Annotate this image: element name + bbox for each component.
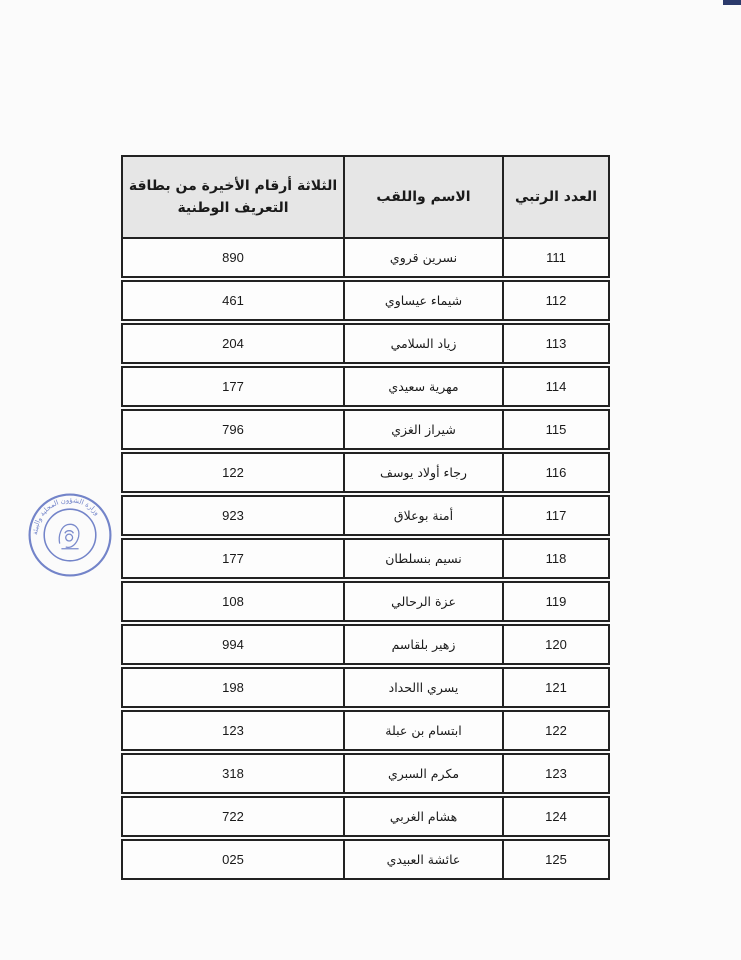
table-row [122, 711, 609, 750]
serial-cell: 112 [503, 281, 609, 320]
id-digits-cell: 108 [122, 582, 344, 621]
name-cell: هشام الغربي [344, 797, 503, 836]
id-digits-cell: 198 [122, 668, 344, 707]
table-row [122, 668, 609, 707]
serial-cell: 125 [503, 840, 609, 879]
serial-cell: 118 [503, 539, 609, 578]
name-cell: ابتسام بن عبلة [344, 711, 503, 750]
serial-cell: 119 [503, 582, 609, 621]
id-digits-cell: 890 [122, 238, 344, 277]
id-digits-cell: 177 [122, 539, 344, 578]
name-cell: نسيم بنسلطان [344, 539, 503, 578]
official-seal-icon [27, 492, 113, 578]
name-cell: زياد السلامي [344, 324, 503, 363]
serial-cell: 117 [503, 496, 609, 535]
svg-text:وزارة الشؤون المحلية والبيئة [31, 496, 101, 535]
name-cell: يسري االحداد [344, 668, 503, 707]
table-row [122, 582, 609, 621]
serial-cell: 123 [503, 754, 609, 793]
serial-cell: 111 [503, 238, 609, 277]
serial-cell: 113 [503, 324, 609, 363]
id-digits-cell: 204 [122, 324, 344, 363]
serial-cell: 121 [503, 668, 609, 707]
name-cell: شيماء عيساوي [344, 281, 503, 320]
table-row [122, 281, 609, 320]
candidates-table-container [121, 155, 608, 880]
name-cell: عائشة العبيدي [344, 840, 503, 879]
serial-cell: 124 [503, 797, 609, 836]
name-cell: مكرم السبري [344, 754, 503, 793]
table-row [122, 840, 609, 879]
id-digits-cell: 923 [122, 496, 344, 535]
id-digits-cell: 722 [122, 797, 344, 836]
candidates-table [121, 155, 610, 880]
id-digits-cell: 025 [122, 840, 344, 879]
name-cell: نسرين قروي [344, 238, 503, 277]
table-row [122, 453, 609, 492]
name-cell: شيراز الغزي [344, 410, 503, 449]
id-digits-cell: 318 [122, 754, 344, 793]
table-row [122, 410, 609, 449]
id-digits-cell: 122 [122, 453, 344, 492]
id-digits-cell: 994 [122, 625, 344, 664]
table-row [122, 238, 609, 277]
name-cell: زهير بلقاسم [344, 625, 503, 664]
name-cell: أمنة بوعلاق [344, 496, 503, 535]
name-cell: عزة الرحالي [344, 582, 503, 621]
table-row [122, 754, 609, 793]
serial-cell: 122 [503, 711, 609, 750]
table-row [122, 539, 609, 578]
table-row [122, 367, 609, 406]
serial-cell: 114 [503, 367, 609, 406]
id-digits-cell: 796 [122, 410, 344, 449]
name-cell: رجاء أولاد يوسف [344, 453, 503, 492]
name-cell: مهرية سعيدي [344, 367, 503, 406]
id-digits-cell: 461 [122, 281, 344, 320]
serial-cell: 115 [503, 410, 609, 449]
header-serial: العدد الرتبي [503, 156, 609, 238]
header-id-digits: الثلاثة أرقام الأخيرة من بطاقة التعريف الوطنية [122, 156, 344, 238]
header-name: الاسم واللقب [344, 156, 503, 238]
seal-ring-text: وزارة الشؤون المحلية والبيئة [31, 496, 102, 536]
table-row [122, 324, 609, 363]
table-body [122, 238, 609, 879]
id-digits-cell: 123 [122, 711, 344, 750]
serial-cell: 120 [503, 625, 609, 664]
table-header-row [122, 156, 609, 238]
table-row [122, 496, 609, 535]
corner-mark [723, 0, 741, 5]
serial-cell: 116 [503, 453, 609, 492]
table-row [122, 797, 609, 836]
table-row [122, 625, 609, 664]
id-digits-cell: 177 [122, 367, 344, 406]
